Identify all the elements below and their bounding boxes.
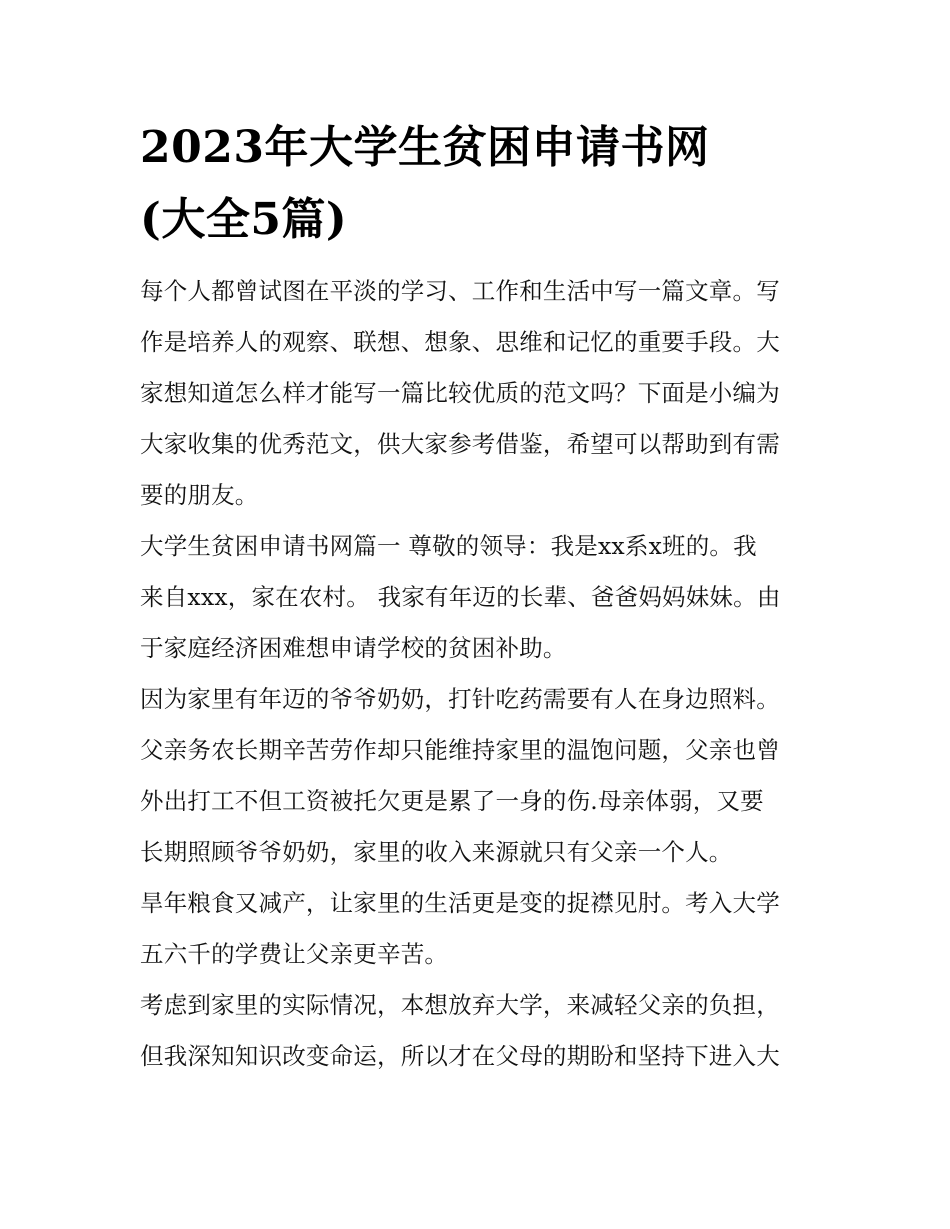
text-line: 长期照顾爷爷奶奶，家里的收入来源就只有父亲一个人。 [140, 838, 733, 866]
text-line: 考虑到家里的实际情况，本想放弃大学，来减轻父亲的负担， [140, 991, 780, 1019]
title-line: (大全5篇) [140, 194, 348, 245]
text-line: 五六千的学费让父亲更辛苦。 [140, 940, 449, 968]
text-line: 大家收集的优秀范文，供大家参考借鉴，希望可以帮助到有需 [140, 430, 780, 458]
text-line: 外出打工不但工资被托欠更是累了一身的伤.母亲体弱，又要 [140, 787, 764, 815]
paragraph-intro [140, 266, 820, 521]
paragraph-family-situation [140, 674, 820, 878]
document-body [140, 266, 820, 1082]
text-line: 家想知道怎么样才能写一篇比较优质的范文吗？下面是小编为 [140, 379, 780, 407]
text-line: 要的朋友。 [140, 481, 259, 509]
text-line: 但我深知知识改变命运，所以才在父母的期盼和坚持下进入大 [140, 1042, 780, 1070]
paragraph-decision [140, 980, 820, 1082]
title-line: 2023年大学生贫困申请书网 [140, 122, 710, 173]
text-line: 每个人都曾试图在平淡的学习、工作和生活中写一篇文章。写 [140, 277, 780, 305]
paragraph-hardship [140, 878, 820, 980]
text-line: 作是培养人的观察、联想、想象、思维和记忆的重要手段。大 [140, 328, 780, 356]
text-line: 于家庭经济困难想申请学校的贫困补助。 [140, 634, 567, 662]
text-line: 来自xxx，家在农村。 我家有年迈的长辈、爸爸妈妈妹妹。由 [140, 583, 781, 611]
text-line: 因为家里有年迈的爷爷奶奶，打针吃药需要有人在身边照料。 [140, 685, 780, 713]
text-line: 旱年粮食又减产，让家里的生活更是变的捉襟见肘。考入大学 [140, 889, 780, 917]
document-page [140, 112, 820, 1082]
text-line: 父亲务农长期辛苦劳作却只能维持家里的温饱问题，父亲也曾 [140, 736, 780, 764]
text-line: 大学生贫困申请书网篇一 尊敬的领导：我是xx系x班的。我 [140, 532, 757, 560]
document-title [140, 112, 820, 256]
paragraph-letter-opening [140, 521, 820, 674]
